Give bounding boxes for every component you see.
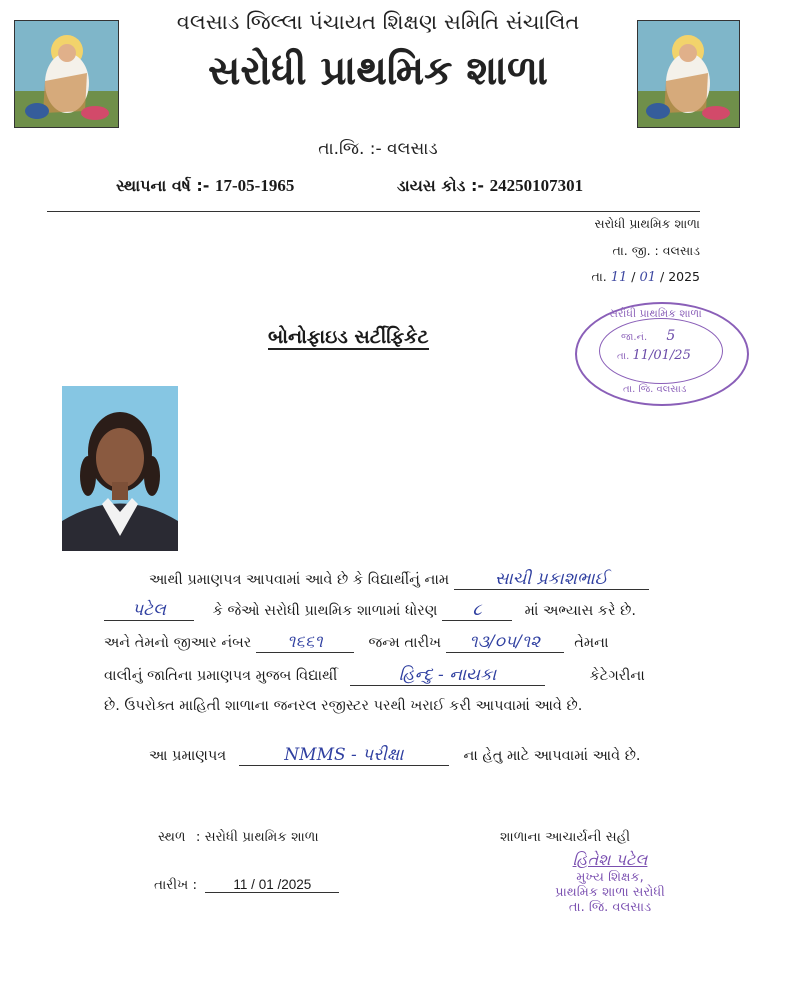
student-photo <box>62 386 178 551</box>
student-surname: પટેલ <box>104 600 194 621</box>
date-day: 11 <box>610 270 628 285</box>
establishment-row <box>116 176 294 196</box>
body-text: અને તેમનો જીઆર નંબર <box>104 635 252 651</box>
principal-signature <box>530 850 690 915</box>
dise-code: 24250107301 <box>489 176 584 195</box>
top-right-taluka: તા. જી. : વલસાડ <box>612 243 700 258</box>
date-label: તા. <box>591 269 607 284</box>
body-text: આ પ્રમાણપત્ર <box>149 748 227 764</box>
date-year: 2025 <box>668 269 700 284</box>
body-text: આથી પ્રમાણપત્ર આપવામાં આવે છે કે વિદ્યાર્થીનું નામ <box>149 572 450 588</box>
principal-label: શાળાના આચાર્યની સહી <box>500 829 631 845</box>
footer-date <box>154 877 339 893</box>
header-divider <box>47 211 700 212</box>
top-right-school: સરોધી પ્રાથમિક શાળા <box>594 216 700 231</box>
body-line-3 <box>104 632 609 653</box>
body-line-4 <box>104 665 645 686</box>
signature-line-1: મુખ્ય શિક્ષક, <box>576 870 644 885</box>
body-line-2 <box>104 600 636 621</box>
school-name: સરોધી પ્રાથમિક શાળા <box>208 48 548 94</box>
date-month: 01 <box>639 270 657 285</box>
signature-name: હિતેશ પટેલ <box>572 850 648 869</box>
certificate-title: બોનોફાઇડ સર્ટીફિકેટ <box>268 326 429 348</box>
caste-category: હિન્દુ - નાયકા <box>350 665 545 686</box>
dise-label: ડાયસ કોડ :- <box>397 176 485 195</box>
student-avatar <box>62 386 178 551</box>
student-name: સાચી પ્રકાશભાઈ <box>454 569 649 590</box>
birth-date: ૧૩/૦૫/૧૨ <box>446 632 564 653</box>
stamp-date-value: 11/01/25 <box>632 348 691 363</box>
body-line-6 <box>149 745 641 766</box>
stamp-number-value: 5 <box>666 328 676 344</box>
body-text: તેમના <box>574 635 609 651</box>
signature-line-2: પ્રાથમિક શાળા સરોધી <box>555 885 665 900</box>
signature-line-3: તા. જિ. વલસાડ <box>568 900 652 915</box>
stamp-number <box>621 328 675 344</box>
footer-place <box>158 829 319 845</box>
stamp-date <box>617 348 691 363</box>
saraswati-image-left <box>14 20 119 128</box>
body-text: કેટેગરીના <box>589 668 645 684</box>
certificate-purpose: NMMS - પરીક્ષા <box>239 745 449 766</box>
student-standard: ૮ <box>442 600 512 621</box>
body-text: ના હેતુ માટે આપવામાં આવે છે. <box>463 748 641 764</box>
gr-number: ૧૬૬૧ <box>256 632 354 653</box>
stamp-ring-text: સરોધી પ્રાથમિક શાળા <box>609 307 702 320</box>
top-right-date: તા. 11 / 01 / 2025 <box>591 269 700 285</box>
body-line-1 <box>149 569 649 590</box>
body-text: કે જેઓ સરોધી પ્રાથમિક શાળામાં ધોરણ <box>212 603 438 619</box>
committee-line: વલસાડ જિલ્લા પંચાયત શિક્ષણ સમિતિ સંચાલિત <box>176 10 580 34</box>
stamp-date-label: તા. <box>617 351 630 362</box>
body-text: માં અભ્યાસ કરે છે. <box>524 603 636 619</box>
stamp-number-label: જા.નં. <box>621 332 648 343</box>
taluka-district: તા.જિ. :- વલસાડ <box>318 139 438 159</box>
dise-row <box>397 176 583 196</box>
body-text: વાલીનું જાતિના પ્રમાણપત્ર મુજબ વિદ્યાર્થી <box>104 668 338 684</box>
stamp-bottom-text: તા. જિ. વલસાડ <box>623 384 687 395</box>
establishment-label: સ્થાપના વર્ષ :- <box>116 176 210 195</box>
body-line-5: છે. ઉપરોક્ત માહિતી શાળાના જનરલ રજીસ્ટર પરથી ખરાઈ કરી આપવામાં આવે છે. <box>104 698 583 714</box>
saraswati-icon <box>15 21 118 127</box>
saraswati-icon <box>638 21 739 127</box>
saraswati-image-right <box>637 20 740 128</box>
school-stamp <box>575 302 749 406</box>
place-label: સ્થળ <box>158 829 186 845</box>
footer-date-label: તારીખ : <box>154 877 198 893</box>
footer-date-value: 11 / 01 /2025 <box>205 877 339 893</box>
establishment-date: 17-05-1965 <box>215 176 295 195</box>
place-value: : સરોધી પ્રાથમિક શાળા <box>195 829 319 845</box>
body-text: જન્મ તારીખ <box>368 635 442 651</box>
